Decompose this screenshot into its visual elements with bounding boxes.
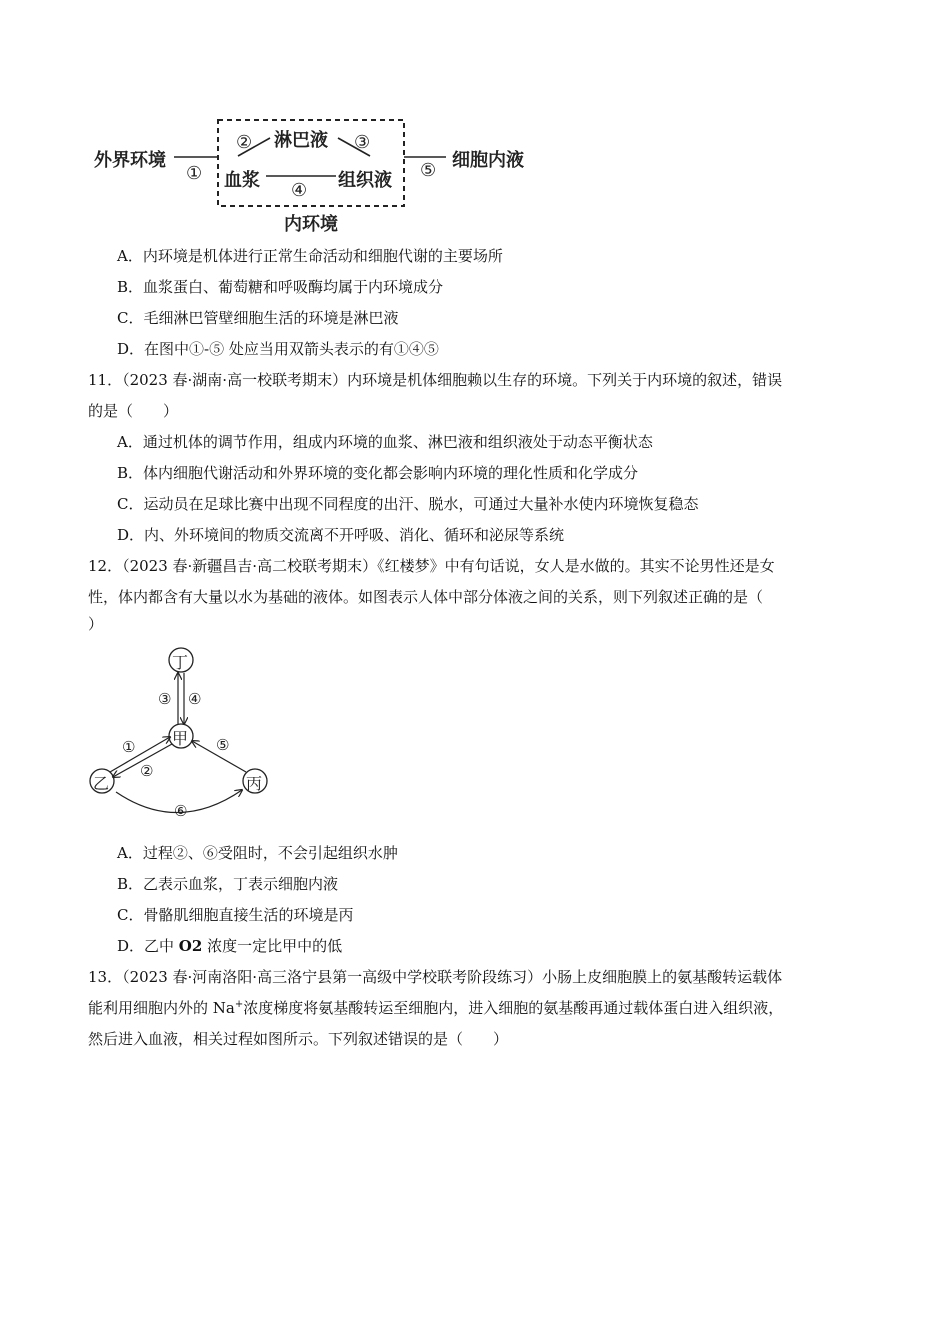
plasma-label: 血浆 [224, 170, 260, 191]
q12-stem-line1: 12．（2023 春·新疆昌吉·高二校联考期末）《红楼梦》中有句话说，女人是水做的。其实不论男性还是女 [88, 557, 775, 575]
q12-option-d [117, 936, 342, 956]
circle-2-label: ② [236, 132, 253, 153]
fig2-num-2: ② [140, 762, 154, 780]
cell-fluid-label: 细胞内液 [452, 150, 524, 171]
q11-option-c: C．运动员在足球比赛中出现不同程度的出汗、脱水，可通过大量补水使内环境恢复稳态 [117, 495, 699, 513]
q13-line2-post: 浓度梯度将氨基酸转运至细胞内，进入细胞的氨基酸再通过载体蛋白进入组织液， [243, 999, 784, 1017]
q10-option-c: C．毛细淋巴管壁细胞生活的环境是淋巴液 [117, 309, 399, 327]
q10-option-b: B．血浆蛋白、葡萄糖和呼吸酶均属于内环境成分 [117, 278, 444, 296]
fig2-num-6: ⑥ [174, 802, 188, 820]
q11-stem-line2: 的是（ ） [88, 402, 179, 420]
q11-option-b: B．体内细胞代谢活动和外界环境的变化都会影响内环境的理化性质和化学成分 [117, 464, 639, 482]
q11-option-a: A．通过机体的调节作用，组成内环境的血浆、淋巴液和组织液处于动态平衡状态 [117, 433, 653, 451]
q12-option-d-o2: O2 [178, 937, 203, 955]
figure-internal-environment [88, 108, 548, 238]
fig2-num-5: ⑤ [216, 736, 230, 754]
q11-option-d: D．内、外环境间的物质交流离不开呼吸、消化、循环和泌尿等系统 [117, 526, 565, 544]
circle-4-label: ④ [291, 180, 308, 201]
q12-option-c: C．骨骼肌细胞直接生活的环境是丙 [117, 906, 354, 924]
q11-stem-line1: 11．（2023 春·湖南·高一校联考期末）内环境是机体细胞赖以生存的环境。下列关于内环境的叙述，错误 [88, 371, 783, 389]
q13-line2-sup: + [234, 999, 244, 1010]
q10-option-a: A．内环境是机体进行正常生命活动和细胞代谢的主要场所 [117, 247, 503, 265]
node-bing-label: 丙 [246, 774, 263, 793]
q13-stem-line2 [88, 998, 783, 1018]
fig2-num-4: ④ [188, 690, 202, 708]
lymph-label: 淋巴液 [274, 130, 328, 151]
q12-option-d-pre: D．乙中 [117, 937, 179, 955]
q12-stem-line3: ） [88, 615, 104, 633]
q13-stem-line3: 然后进入血液，相关过程如图所示。下列叙述错误的是（ ） [88, 1030, 509, 1048]
q13-line2-pre: 能利用细胞内外的 Na [88, 999, 235, 1017]
fig2-num-1: ① [122, 738, 136, 756]
q13-stem-line1: 13．（2023 春·河南洛阳·高三洛宁县第一高级中学校联考阶段练习）小肠上皮细胞膜上的氨基酸转运载体 [88, 968, 783, 986]
fig2-num-3: ③ [158, 690, 172, 708]
node-ding-label: 丁 [172, 653, 189, 672]
inner-env-label: 内环境 [284, 214, 338, 235]
outside-env-label: 外界环境 [94, 150, 166, 171]
q12-option-a: A．过程②、⑥受阻时，不会引起组织水肿 [117, 844, 398, 862]
q12-option-b: B．乙表示血浆，丁表示细胞内液 [117, 875, 339, 893]
circle-3-label: ③ [354, 132, 371, 153]
figure-body-fluids [86, 644, 276, 829]
circle-1-label: ① [186, 163, 203, 184]
tissue-fluid-label: 组织液 [338, 170, 392, 191]
circle-5-label: ⑤ [420, 160, 437, 181]
node-jia-label: 甲 [172, 729, 189, 748]
q10-option-d: D．在图中①-⑤ 处应当用双箭头表示的有①④⑤ [117, 340, 439, 358]
q12-stem-line2: 性，体内都含有大量以水为基础的液体。如图表示人体中部分体液之间的关系，则下列叙述正确的是（ [88, 588, 764, 606]
node-yi-label: 乙 [93, 774, 110, 793]
q12-option-d-post: 浓度一定比甲中的低 [202, 937, 343, 955]
